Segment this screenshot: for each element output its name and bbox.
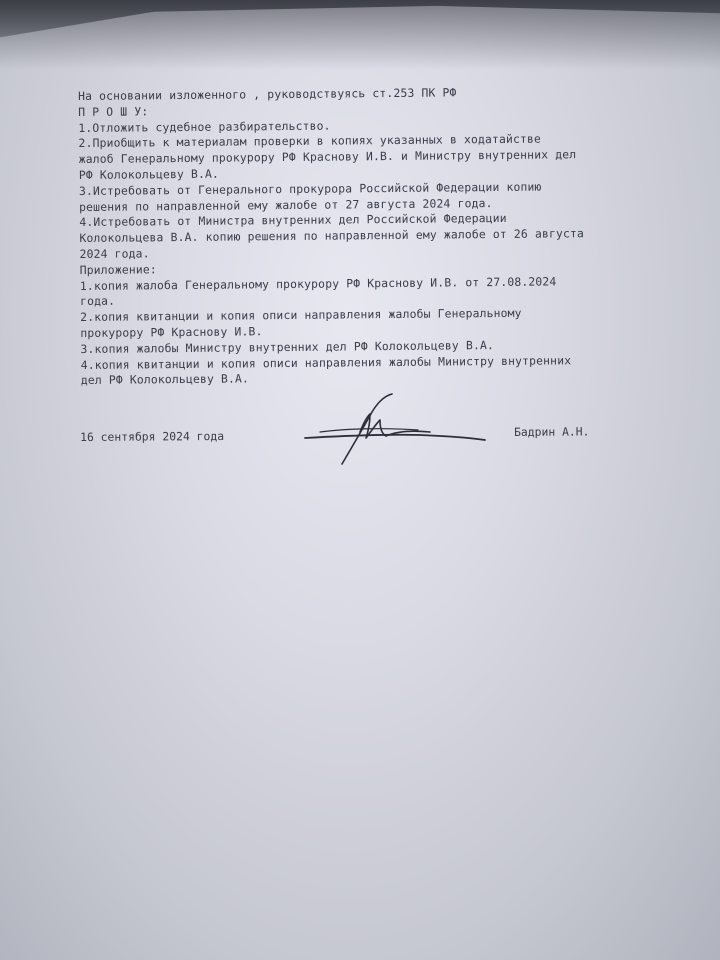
text-line: прокурору РФ Краснову И.В. xyxy=(80,324,263,340)
text-line: 3.Истребовать от Генерального прокурора Российской Федерации копию xyxy=(78,179,542,198)
text-line: Колокольцева В.А. копию решения по направленной ему жалобе от 26 августа xyxy=(79,226,585,246)
text-line: года. xyxy=(79,294,116,309)
text-line: 2.Приобщить к материалам проверки в копиях указанных в ходатайстве xyxy=(78,131,542,151)
text-line: Приложение: xyxy=(79,262,157,277)
text-line: 4.Истребовать от Министра внутренних дел Российской Федерации xyxy=(79,211,507,230)
text-line: На основании изложенного , руководствуясь ст.253 ПК РФ xyxy=(78,85,457,103)
text-line: 2024 года. xyxy=(79,246,150,261)
text-line: РФ Колокольцеву В.А. xyxy=(78,166,220,182)
signer-name: Бадрин А.Н. xyxy=(513,424,590,439)
text-line: 1.копия жалоба Генеральному прокурору РФ Краснову И.В. от 27.08.2024 xyxy=(79,273,557,293)
text-line: П Р О Ш У: xyxy=(78,104,149,119)
text-line: 1.Отложить судебное разбирательство. xyxy=(78,118,331,135)
document-body xyxy=(78,83,701,389)
text-line: 3.копия жалобы Министру внутренних дел РФ Колокольцеву В.А. xyxy=(80,337,495,356)
text-line: дел РФ Колокольцеву В.А. xyxy=(80,371,250,388)
text-line: 2.копия квитанции и копия описи направления жалобы Генеральному xyxy=(80,305,522,325)
text-line: жалоб Генеральному прокурору РФ Краснову И.В. и Министру внутренних дел xyxy=(78,147,577,167)
text-line: 4.копия квитанции и копия описи направления жалобы Министру внутренних xyxy=(80,352,572,372)
document-date: 16 сентября 2024 года xyxy=(80,428,225,444)
handwritten-signature xyxy=(300,392,490,467)
text-line: решения по направленной ему жалобе от 27 августа 2024 года. xyxy=(79,195,493,214)
